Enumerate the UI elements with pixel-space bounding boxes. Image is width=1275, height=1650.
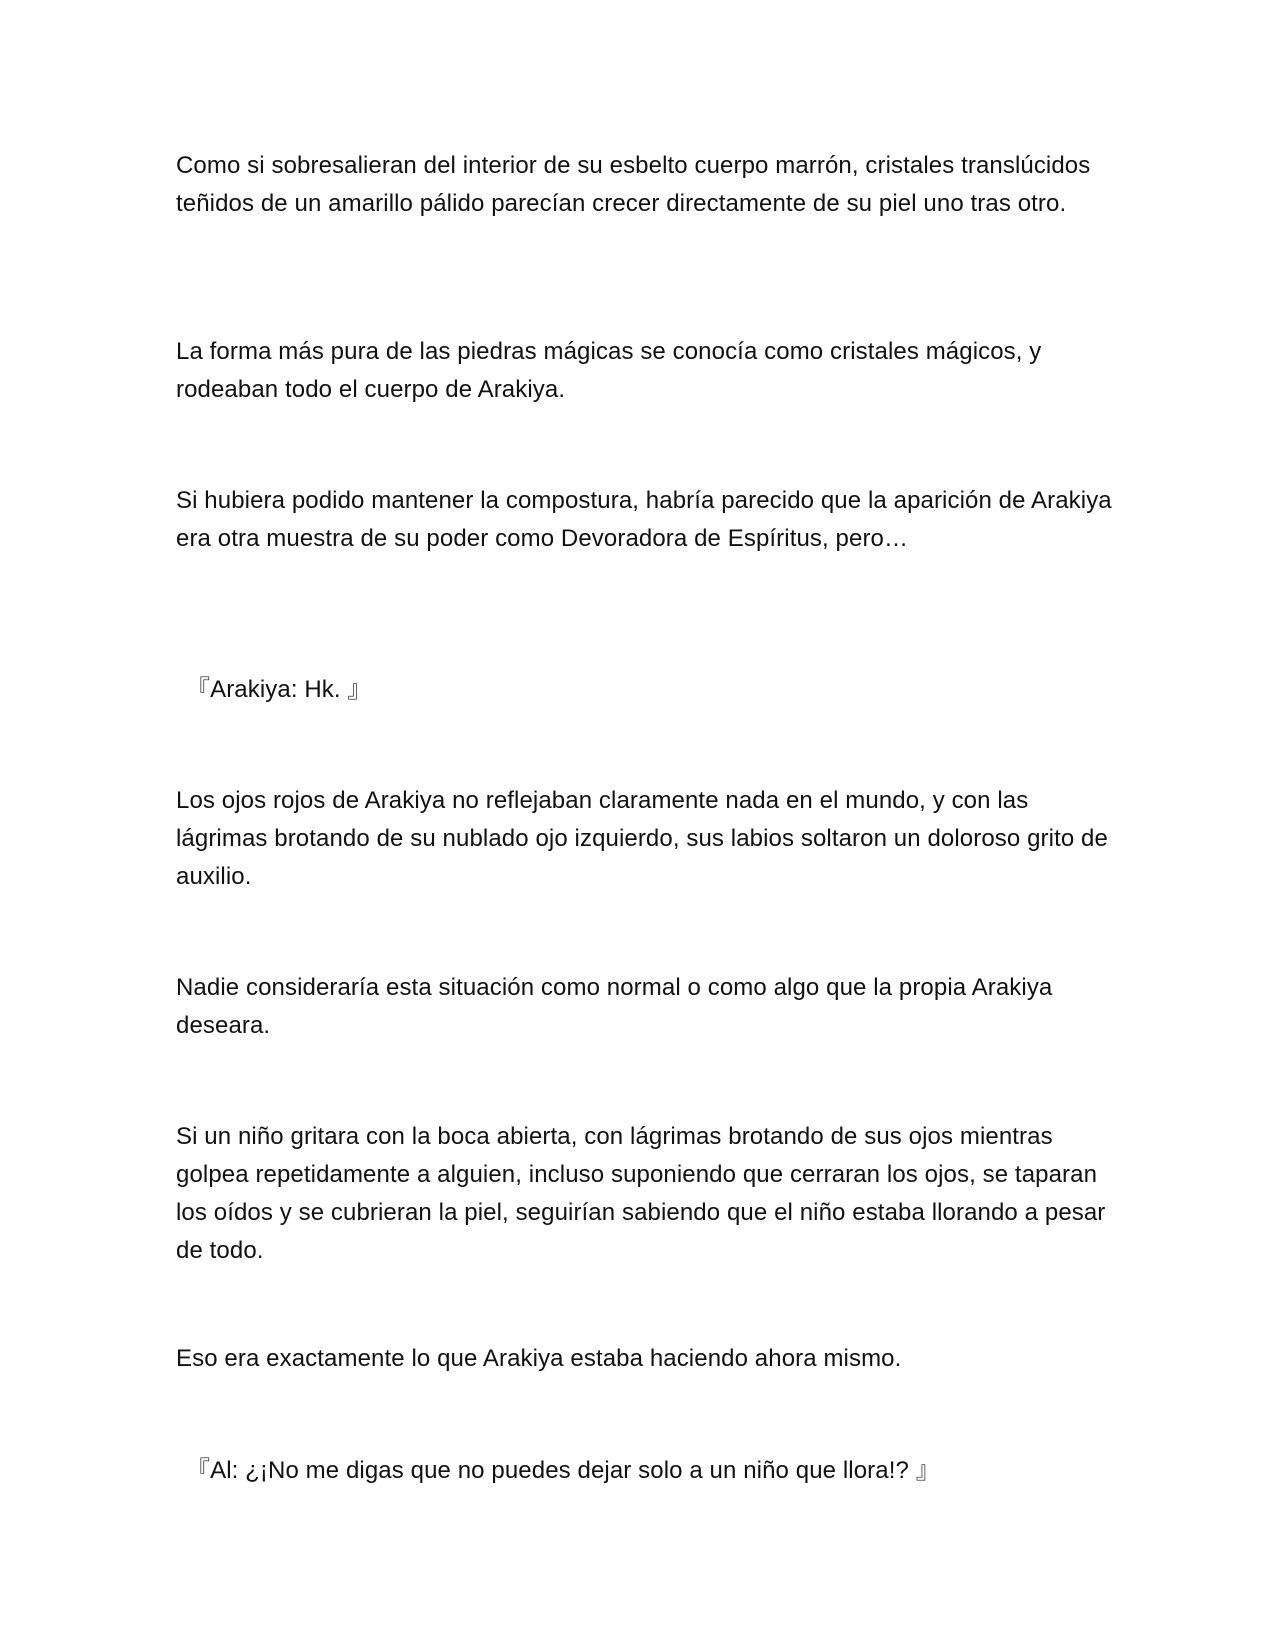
paragraph: Los ojos rojos de Arakiya no reflejaban claramente nada en el mundo, y con las lágrimas brotando de su nublado ojo izquierdo, sus labios soltaron un doloroso grito de auxilio. (176, 787, 1108, 890)
paragraph: Eso era exactamente lo que Arakiya estaba haciendo ahora mismo. (176, 1345, 902, 1372)
paragraph: La forma más pura de las piedras mágicas se conocía como cristales mágicos, y rodeaban todo el cuerpo de Arakiya. (176, 338, 1042, 403)
dialogue-line: 『Al: ¿¡No me digas que no puedes dejar solo a un niño que llora!? 』 (186, 1457, 940, 1484)
paragraph: Si hubiera podido mantener la compostura, habría parecido que la aparición de Arakiya era otra muestra de su poder como Devoradora de Espíritus, pero… (176, 487, 1112, 552)
paragraph: Nadie consideraría esta situación como normal o como algo que la propia Arakiya deseara. (176, 974, 1053, 1039)
paragraph: Si un niño gritara con la boca abierta, con lágrimas brotando de sus ojos mientras golpea repetidamente a alguien, incluso suponiendo que cerraran los ojos, se taparan los oídos y se cubrieran la piel, seguirían sabiendo que el niño estaba llorando a pesar de todo. (176, 1123, 1106, 1264)
paragraph: Como si sobresalieran del interior de su esbelto cuerpo marrón, cristales translúcidos teñidos de un amarillo pálido parecían crecer directamente de su piel uno tras otro. (176, 152, 1091, 217)
dialogue-line: 『Arakiya: Hk. 』 (186, 676, 372, 703)
